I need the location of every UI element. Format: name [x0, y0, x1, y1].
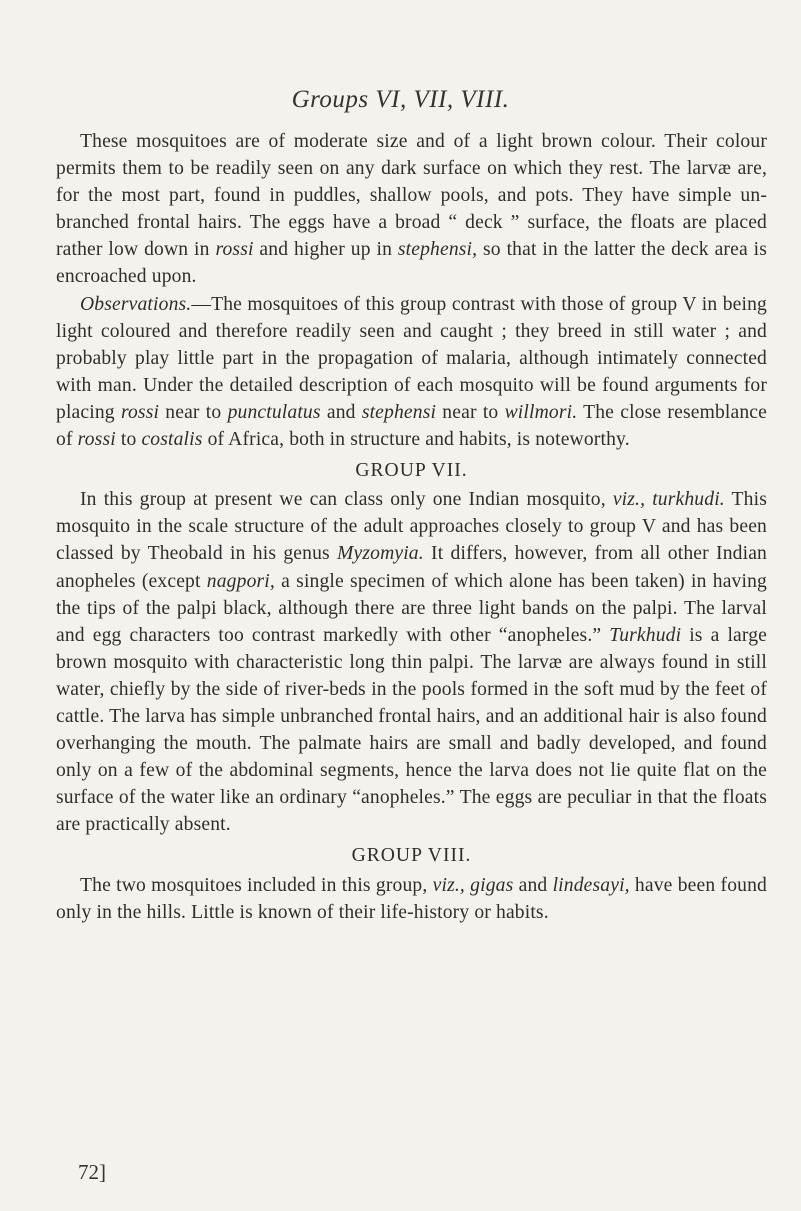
text-run: The two mosquitoes included in this group,: [80, 874, 433, 896]
text-run: near to: [159, 401, 228, 423]
text-run: have been found only in the hills. Little is known of their life-history or habits.: [56, 874, 767, 923]
paragraph-group-viii: [56, 872, 767, 926]
text-run: is a large brown mosquito with characteristic long thin palpi. The larvæ are always found in still water, chiefly by the side of river-beds in the pools formed in the soft mud by the feet of cattle. The larva has simple unbranched frontal hairs, and an additional hair is also found overhanging the mouth. The palmate hairs are small and badly developed, and found only on a few of the abdominal segments, hence the larva does not lie quite flat on the surface of the water like an ordinary “anopheles.” The eggs are peculiar in that the floats are practically absent.: [56, 624, 767, 836]
text-run: The close resemblance of: [56, 401, 767, 451]
species-name: stephensi,: [397, 239, 478, 261]
text-run: These mosquitoes are of moderate size and of a light brown colour. Their colour permits them to be readily seen on any dark surface on which they rest. The larvæ are, for the most part, found in puddles, shallow pools, and pots. They have simple un-branched frontal hairs. The eggs have a broad “ deck ” surface, the floats are placed rather low down in: [56, 131, 767, 261]
text-run: to: [115, 429, 142, 451]
species-name: viz., gigas: [432, 874, 514, 896]
page-number: 72]: [78, 1160, 106, 1184]
text-run: —The mosquitoes of this group contrast with those of group V in being light coloured and therefore readily seen and caught ; they breed in still water ; and probably play little part in the propagation of malaria, although intimately connected with man. Under the detailed description of each mosquito will be found arguments for placing: [56, 293, 767, 423]
species-name: viz., turkhudi.: [612, 489, 725, 511]
species-name: willmori.: [504, 401, 578, 423]
genus-name: Myzomyia.: [337, 543, 424, 565]
text-run: This mosquito in the scale structure of the adult approaches closely to group V and has been classed by Theobald in his genus: [56, 489, 767, 565]
paragraph-description: [56, 128, 767, 291]
section-heading-group-viii: GROUP VIII.: [351, 845, 472, 867]
body-text: [56, 128, 767, 926]
species-name: nagpori,: [206, 570, 275, 592]
section-heading-group-vii: GROUP VII.: [355, 460, 468, 482]
species-name: Turkhudi: [609, 624, 682, 646]
observations-label: Observations.: [80, 293, 192, 315]
text-run: near to: [436, 401, 505, 423]
text-run: so that in the latter the deck area is encroached upon.: [56, 239, 767, 288]
text-run: and higher up in: [253, 239, 398, 261]
running-head: Groups VI, VII, VIII.: [291, 86, 510, 113]
text-run: a single specimen of which alone has been taken) in having the tips of the palpi black, although there are three light bands on the palpi. The larval and egg characters too contrast markedly with other “anopheles.”: [56, 570, 767, 646]
text-run: It differs, however, from all other Indian anopheles (except: [56, 543, 767, 592]
species-name: rossi: [120, 401, 160, 423]
species-name: costalis: [141, 429, 203, 451]
text-run: and: [513, 874, 553, 896]
text-run: In this group at present we can class only one Indian mosquito,: [80, 489, 613, 511]
species-name: rossi: [215, 239, 254, 261]
species-name: stephensi: [361, 401, 437, 423]
text-run: and: [320, 401, 362, 423]
species-name: lindesayi,: [552, 874, 630, 896]
paragraph-observations: [56, 291, 767, 454]
text-run: of Africa, both in structure and habits, is noteworthy.: [202, 429, 630, 451]
species-name: punctulatus: [227, 401, 321, 423]
species-name: rossi: [77, 429, 116, 451]
paragraph-group-vii: [56, 486, 767, 838]
